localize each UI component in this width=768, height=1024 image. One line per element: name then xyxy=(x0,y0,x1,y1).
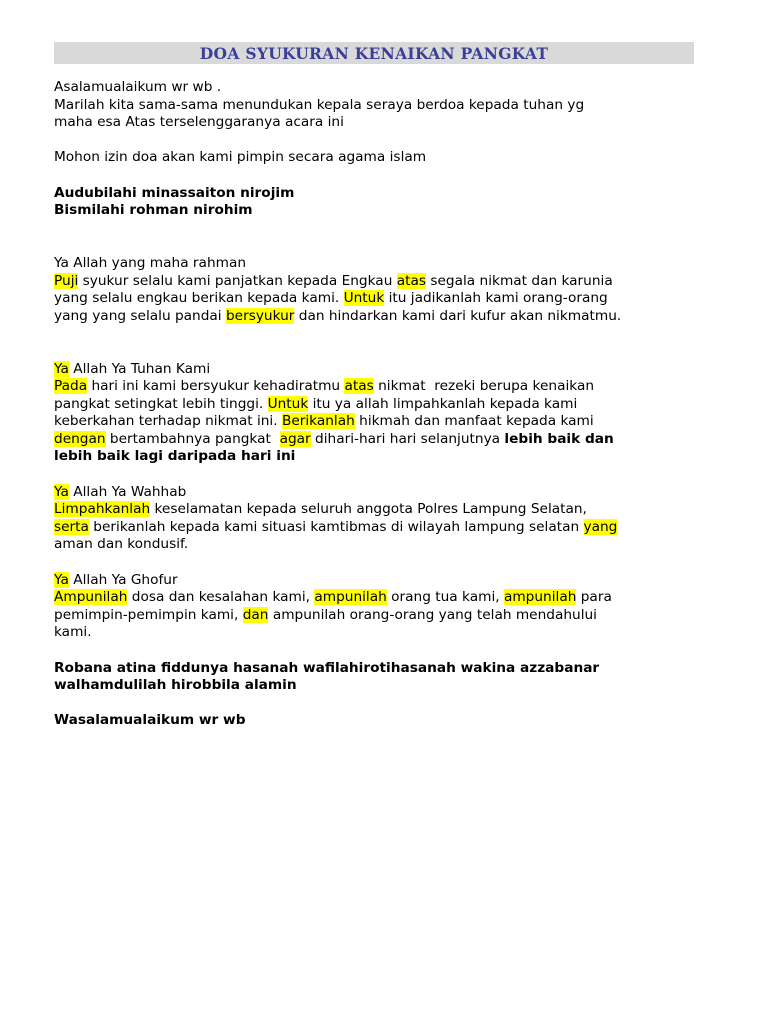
text-segment: kami. xyxy=(54,624,92,641)
highlighted-word: atas xyxy=(344,378,374,395)
title-bar xyxy=(54,42,694,64)
text-line xyxy=(54,308,704,326)
blank-line xyxy=(54,220,704,238)
text-segment: Ya Allah yang maha rahman xyxy=(54,254,247,271)
text-line xyxy=(54,273,704,291)
text-line xyxy=(54,361,704,379)
highlighted-word: Untuk xyxy=(267,395,309,412)
blank-line xyxy=(54,132,704,150)
text-line xyxy=(54,114,704,132)
highlighted-word: dengan xyxy=(54,430,106,447)
text-segment: ampunilah orang-orang yang telah mendahului xyxy=(268,606,597,623)
text-line xyxy=(54,378,704,396)
blank-line xyxy=(54,237,704,255)
text-line xyxy=(54,607,704,625)
text-line xyxy=(54,149,704,167)
blank-line xyxy=(54,642,704,660)
text-segment: yang yang selalu pandai xyxy=(54,307,226,324)
text-segment: hari ini kami bersyukur kehadiratmu xyxy=(87,378,345,395)
blank-line xyxy=(54,167,704,185)
text-line xyxy=(54,202,704,220)
highlighted-word: agar xyxy=(279,430,311,447)
text-line xyxy=(54,660,704,678)
text-line xyxy=(54,185,704,203)
highlighted-word: Ya xyxy=(54,360,69,377)
text-line xyxy=(54,484,704,502)
text-segment: pemimpin-pemimpin kami, xyxy=(54,606,243,623)
text-segment: orang tua kami, xyxy=(386,589,504,606)
highlighted-word: Pada xyxy=(54,378,88,395)
text-segment: yang selalu engkau berikan kepada kami. xyxy=(54,290,344,307)
text-line xyxy=(54,536,704,554)
highlighted-word: Ya xyxy=(54,483,69,500)
text-segment: itu jadikanlah kami orang-orang xyxy=(384,290,608,307)
highlighted-word: yang xyxy=(583,518,618,535)
text-line xyxy=(54,290,704,308)
text-line xyxy=(54,501,704,519)
bold-text: lebih baik dan xyxy=(504,430,614,447)
text-line xyxy=(54,677,704,695)
text-segment: keberkahan terhadap nikmat ini. xyxy=(54,413,282,430)
bold-text: Bismilahi rohman nirohim xyxy=(54,202,253,219)
text-segment: keselamatan kepada seluruh anggota Polres Lampung Selatan, xyxy=(150,501,587,518)
text-segment: bertambahnya pangkat xyxy=(105,430,280,447)
highlighted-word: Limpahkanlah xyxy=(54,501,151,518)
text-line xyxy=(54,624,704,642)
highlighted-word: serta xyxy=(54,518,89,535)
document-body xyxy=(54,79,704,730)
blank-line xyxy=(54,695,704,713)
text-segment: pangkat setingkat lebih tinggi. xyxy=(54,395,268,412)
text-line xyxy=(54,255,704,273)
highlighted-word: bersyukur xyxy=(225,307,295,324)
text-line xyxy=(54,431,704,449)
highlighted-word: Ya xyxy=(54,571,69,588)
text-segment: dosa dan kesalahan kami, xyxy=(127,589,315,606)
highlighted-word: Untuk xyxy=(343,290,385,307)
text-segment: Allah Ya Wahhab xyxy=(68,483,187,500)
highlighted-word: Ampunilah xyxy=(54,589,128,606)
highlighted-word: Puji xyxy=(54,272,79,289)
text-segment: itu ya allah limpahkanlah kepada kami xyxy=(308,395,578,412)
text-segment: berikanlah kepada kami situasi kamtibmas di wilayah lampung selatan xyxy=(88,518,584,535)
text-segment: nikmat rezeki berupa kenaikan xyxy=(373,378,595,395)
blank-line xyxy=(54,325,704,343)
blank-line xyxy=(54,343,704,361)
text-segment: dihari-hari hari selanjutnya xyxy=(310,430,505,447)
bold-text: Robana atina fiddunya hasanah wafilahirotihasanah wakina azzabanar xyxy=(54,659,600,676)
text-segment: Allah Ya Ghofur xyxy=(68,571,178,588)
text-segment: Asalamualaikum wr wb . xyxy=(54,79,222,95)
text-segment: syukur selalu kami panjatkan kepada Engkau xyxy=(78,272,397,289)
text-line xyxy=(54,712,704,730)
bold-text: Audubilahi minassaiton nirojim xyxy=(54,184,295,201)
bold-text: walhamdulilah hirobbila alamin xyxy=(54,677,297,694)
text-line xyxy=(54,572,704,590)
highlighted-word: Berikanlah xyxy=(281,413,355,430)
text-segment: dan hindarkan kami dari kufur akan nikmatmu. xyxy=(294,307,622,324)
highlighted-word: ampunilah xyxy=(314,589,387,606)
text-line xyxy=(54,396,704,414)
text-segment: hikmah dan manfaat kepada kami xyxy=(354,413,594,430)
blank-line xyxy=(54,554,704,572)
text-segment: Allah Ya Tuhan Kami xyxy=(68,360,211,377)
document-title: DOA SYUKURAN KENAIKAN PANGKAT xyxy=(199,44,549,63)
highlighted-word: ampunilah xyxy=(503,589,577,606)
bold-text: Wasalamualaikum wr wb xyxy=(54,712,246,729)
highlighted-word: atas xyxy=(396,272,427,289)
blank-line xyxy=(54,466,704,484)
highlighted-word: dan xyxy=(242,606,269,623)
text-line xyxy=(54,448,704,466)
bold-text: lebih baik lagi daripada hari ini xyxy=(54,448,296,465)
text-segment: maha esa Atas terselenggaranya acara ini xyxy=(54,114,344,131)
text-segment: aman dan kondusif. xyxy=(54,536,189,553)
text-segment: Mohon izin doa akan kami pimpin secara agama islam xyxy=(54,149,427,166)
text-line xyxy=(54,79,704,97)
text-segment: segala nikmat dan karunia xyxy=(426,272,613,289)
text-line xyxy=(54,97,704,115)
text-line xyxy=(54,519,704,537)
text-line xyxy=(54,589,704,607)
text-line xyxy=(54,413,704,431)
text-segment: Marilah kita sama-sama menundukan kepala seraya berdoa kepada tuhan yg xyxy=(54,96,585,113)
text-segment: para xyxy=(576,589,612,606)
